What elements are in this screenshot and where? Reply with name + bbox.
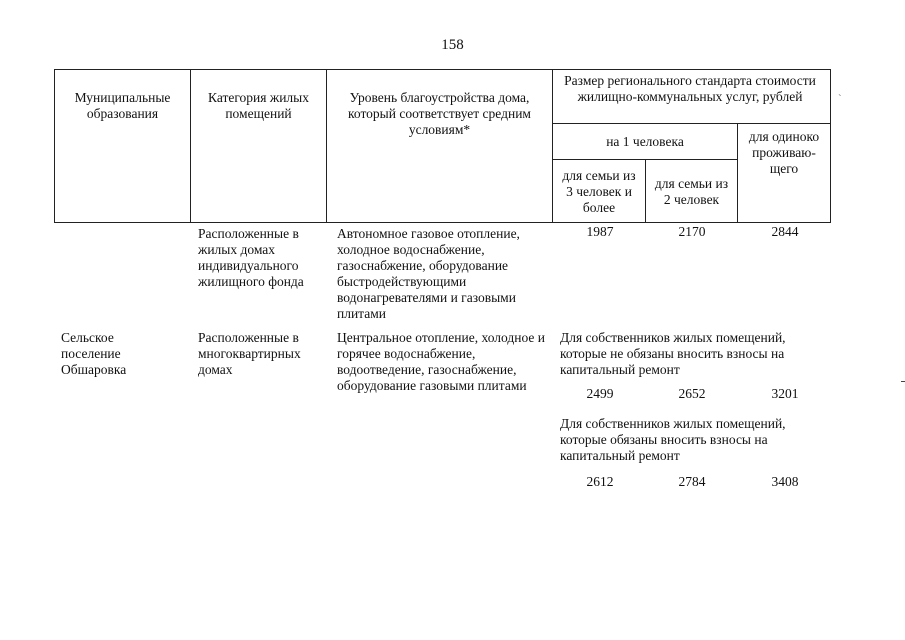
header-level: Уровень благоустройства дома, который соответствует средним условиям* <box>348 90 531 137</box>
header-single: для одиноко проживаю-щего <box>748 129 820 176</box>
row2-note-not-obliged: Для собственников жилых помещений, которые не обязаны вносить взносы на капитальный ремонт <box>560 330 786 377</box>
scan-mark: ˋ <box>838 93 842 105</box>
header-per-person: на 1 человека <box>606 134 684 149</box>
row1-level: Автономное газовое отопление, холодное водоснабжение, газоснабжение, оборудование быстродействующими водонагревателями и газовыми плитами <box>337 226 520 321</box>
row2-a-family3: 2499 <box>586 386 614 401</box>
row2-a-single: 3201 <box>771 386 799 401</box>
page-number: 158 <box>441 37 464 53</box>
row2-a-family2: 2652 <box>678 386 706 401</box>
header-category: Категория жилых помещений <box>208 90 309 121</box>
row1-single: 2844 <box>771 224 799 239</box>
row2-category: Расположенные в многоквартирных домах <box>198 330 301 377</box>
row1-family2: 2170 <box>678 224 706 239</box>
row2-b-family3: 2612 <box>586 474 614 489</box>
municipality-name: Сельское поселение Обшаровка <box>61 330 127 377</box>
header-municipal: Муниципальные образования <box>74 90 171 121</box>
header-standard: Размер регионального стандарта стоимости жилищно-коммунальных услуг, рублей <box>564 73 816 104</box>
header-family2: для семьи из 2 человек <box>654 176 729 207</box>
row2-level: Центральное отопление, холодное и горячее водоснабжение, водоотведение, газоснабжение, оборудование газовыми плитами <box>337 330 545 393</box>
scan-mark-dash <box>901 381 905 382</box>
row2-note-obliged: Для собственников жилых помещений, которые обязаны вносить взносы на капитальный ремонт <box>560 416 786 463</box>
row1-family3: 1987 <box>586 224 614 239</box>
row2-b-single: 3408 <box>771 474 799 489</box>
row2-b-family2: 2784 <box>678 474 706 489</box>
row1-category: Расположенные в жилых домах индивидуального жилищного фонда <box>198 226 304 289</box>
header-family3: для семьи из 3 человек и более <box>562 168 636 215</box>
